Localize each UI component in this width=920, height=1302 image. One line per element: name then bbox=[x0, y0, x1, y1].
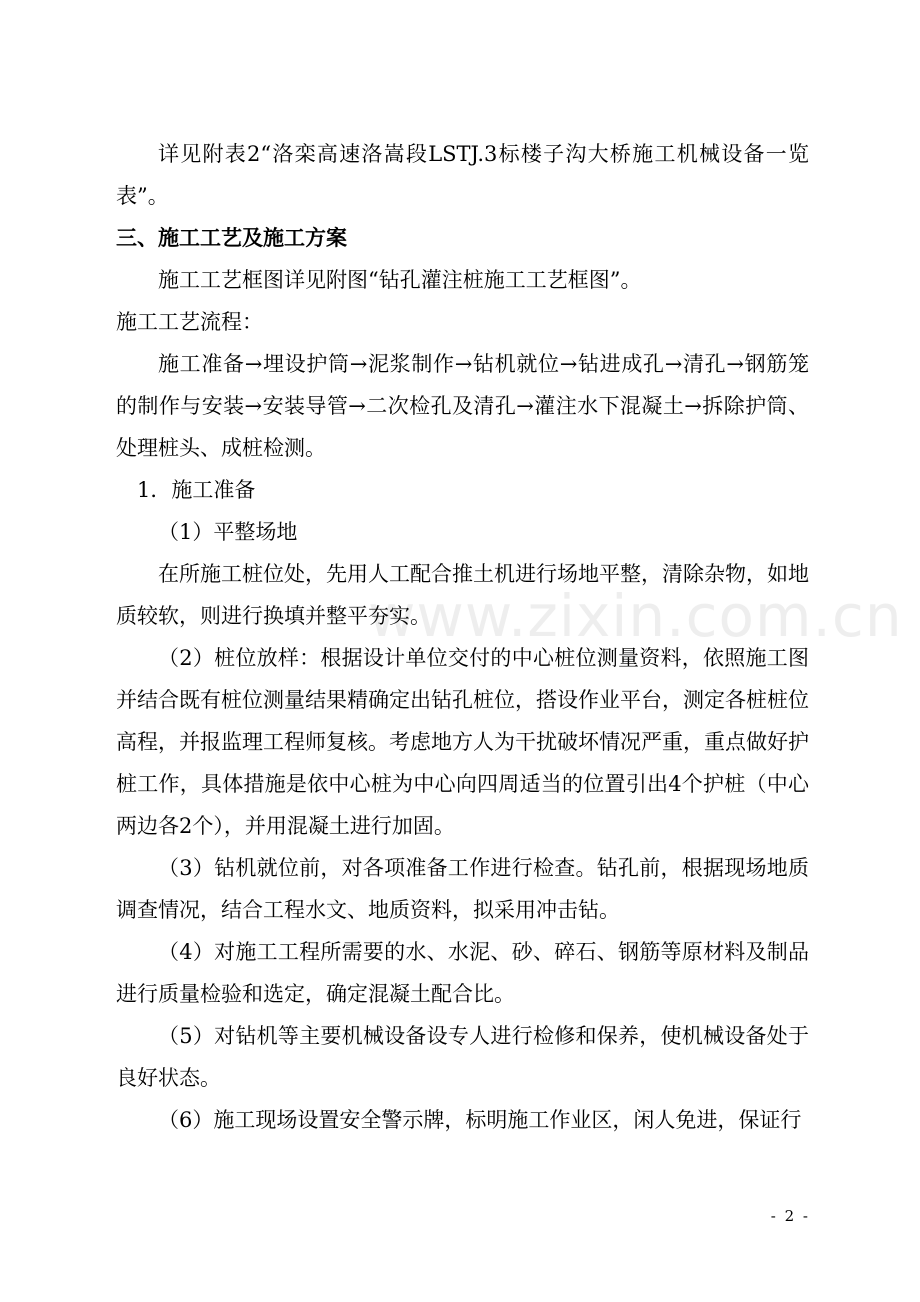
section-heading: 三、施工工艺及施工方案 bbox=[116, 226, 347, 250]
paragraph-flowchart-ref: 施工工艺框图详见附图“钻孔灌注桩施工工艺框图”。 bbox=[158, 268, 642, 292]
page-number: - 2 - bbox=[770, 1207, 810, 1225]
paragraph-equipment-maintenance: （5）对钻机等主要机械设备设专人进行检修和保养，使机械设备处于良好状态。 bbox=[116, 1024, 809, 1090]
paragraph-process-label: 施工工艺流程： bbox=[116, 310, 263, 334]
paragraph-drill-positioning: （3）钻机就位前，对各项准备工作进行检查。钻孔前，根据现场地质调查情况，结合工程水文、地质资料，拟采用冲击钻。 bbox=[116, 856, 809, 922]
item-heading-site-leveling: （1）平整场地 bbox=[158, 520, 298, 544]
paragraph-site-leveling: 在所施工桩位处，先用人工配合推土机进行场地平整，清除杂物，如地质较软，则进行换填并整平夯实。 bbox=[116, 562, 809, 628]
paragraph-material-inspection: （4）对施工工程所需要的水、水泥、砂、碎石、钢筋等原材料及制品进行质量检验和选定，确定混凝土配合比。 bbox=[116, 940, 809, 1006]
paragraph-pile-layout: （2）桩位放样：根据设计单位交付的中心桩位测量资料，依照施工图并结合既有桩位测量结果精确定出钻孔桩位，搭设作业平台，测定各桩桩位高程，并报监理工程师复核。考虑地方人为干扰破坏情况严重，重点做好护桩工作，具体措施是依中心桩为中心向四周适当的位置引出4个护桩（中心两边各2个），并用混凝土进行加固。 bbox=[116, 646, 809, 838]
paragraph-equipment-ref: 详见附表2“洛栾高速洛嵩段LSTJ.3标楼子沟大桥施工机械设备一览表”。 bbox=[116, 142, 809, 208]
watermark: www.zixin.com.cn bbox=[368, 582, 903, 650]
paragraph-process-flow: 施工准备→埋设护筒→泥浆制作→钻机就位→钻进成孔→清孔→钢筋笼的制作与安装→安装导管→二次检孔及清孔→灌注水下混凝土→拆除护筒、处理桩头、成桩检测。 bbox=[116, 352, 809, 460]
document-body bbox=[116, 133, 809, 1141]
subsection-heading: 1．施工准备 bbox=[137, 478, 256, 502]
paragraph-safety-signs: （6）施工现场设置安全警示牌，标明施工作业区，闲人免进，保证行 bbox=[158, 1108, 802, 1132]
